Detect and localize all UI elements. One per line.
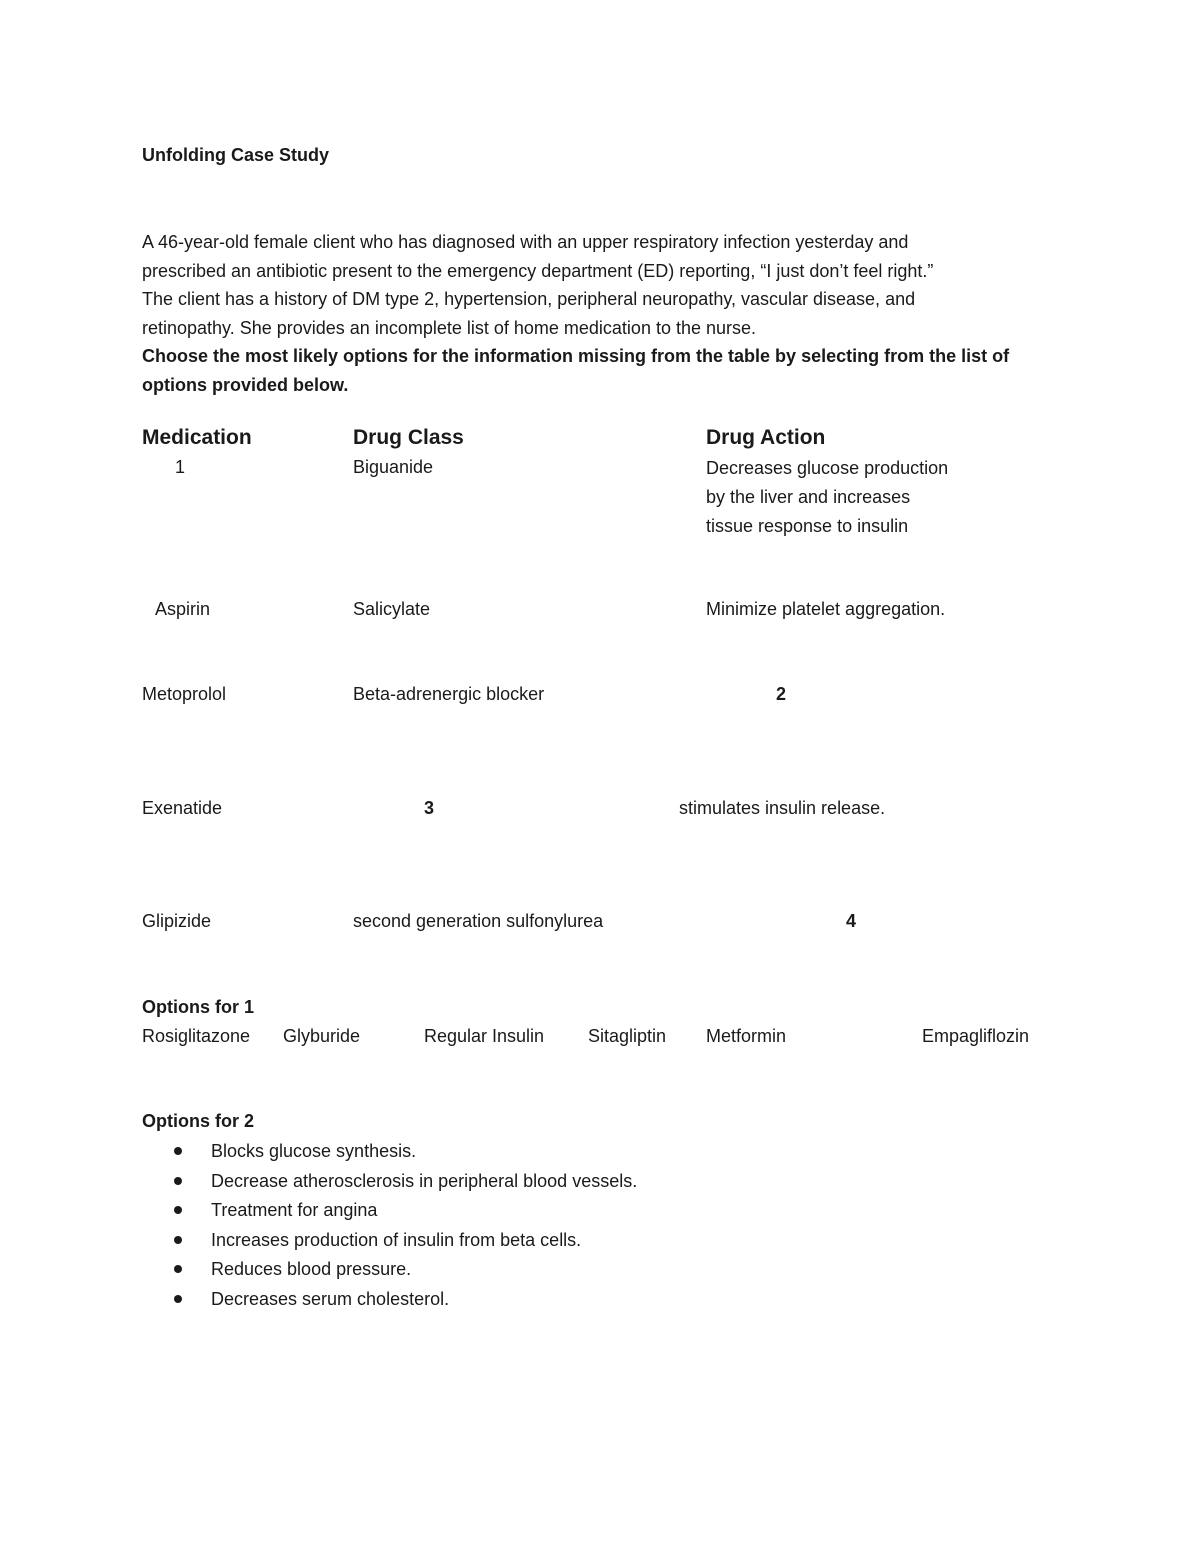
row3-drug-class: Beta-adrenergic blocker [353, 684, 545, 704]
row5-medication: Glipizide [142, 911, 212, 931]
drug-action-line: by the liver and increases [706, 487, 911, 507]
row5-drug-class: second generation sulfonylurea [353, 911, 604, 931]
drug-action-line: Decreases glucose production [706, 458, 949, 478]
row1-medication-blank: 1 [175, 457, 186, 477]
option-text: Reduces blood pressure. [211, 1259, 412, 1280]
intro-line: The client has a history of DM type 2, hypertension, peripheral neuropathy, vascular disease, and [142, 289, 916, 309]
header-drug-action: Drug Action [706, 426, 826, 449]
instruction-line: options provided below. [142, 374, 349, 395]
row3-drug-action-blank: 2 [776, 684, 787, 704]
list-item [142, 1140, 637, 1170]
option-text: Treatment for angina [211, 1200, 378, 1221]
option-text: Blocks glucose synthesis. [211, 1141, 417, 1161]
document-title: Unfolding Case Study [142, 145, 330, 165]
row4-medication: Exenatide [142, 798, 223, 818]
option-item: Metformin [706, 1026, 787, 1046]
bullet-icon [174, 1295, 182, 1303]
case-intro [142, 228, 1082, 399]
intro-line: prescribed an antibiotic present to the emergency department (ED) reporting, “I just don’t feel right.” [142, 260, 934, 281]
row4-drug-action: stimulates insulin release. [679, 798, 886, 818]
row2-drug-class: Salicylate [353, 599, 431, 619]
option-item: Regular Insulin [424, 1026, 545, 1046]
options-2-list [142, 1140, 637, 1318]
list-item [142, 1199, 637, 1229]
option-text: Increases production of insulin from beta cells. [211, 1229, 582, 1250]
list-item [142, 1258, 637, 1288]
list-item [142, 1288, 637, 1318]
row5-drug-action-blank: 4 [846, 911, 857, 931]
option-item: Glyburide [283, 1026, 361, 1046]
option-item: Rosiglitazone [142, 1026, 251, 1046]
option-item: Sitagliptin [588, 1026, 667, 1046]
row2-drug-action: Minimize platelet aggregation. [706, 599, 946, 619]
list-item [142, 1229, 637, 1259]
bullet-icon [174, 1265, 182, 1273]
bullet-icon [174, 1177, 182, 1185]
row4-drug-class-blank: 3 [424, 798, 435, 818]
row2-medication: Aspirin [155, 599, 211, 619]
bullet-icon [174, 1236, 182, 1244]
row1-drug-class: Biguanide [353, 457, 434, 477]
intro-line: retinopathy. She provides an incomplete list of home medication to the nurse. [142, 317, 757, 338]
row1-drug-action [706, 454, 948, 541]
option-item: Empagliflozin [922, 1026, 1030, 1046]
intro-line: A 46-year-old female client who has diagnosed with an upper respiratory infection yesterday and [142, 232, 909, 252]
header-drug-class: Drug Class [353, 426, 464, 449]
option-text: Decrease atherosclerosis in peripheral blood vessels. [211, 1170, 638, 1191]
header-medication: Medication [142, 426, 252, 449]
list-item [142, 1170, 637, 1200]
option-text: Decreases serum cholesterol. [211, 1288, 450, 1309]
instruction-line: Choose the most likely options for the information missing from the table by selecting from the list of [142, 346, 1010, 366]
bullet-icon [174, 1206, 182, 1214]
row3-medication: Metoprolol [142, 684, 227, 704]
bullet-icon [174, 1147, 182, 1155]
drug-action-line: tissue response to insulin [706, 516, 909, 536]
options-2-title: Options for 2 [142, 1111, 254, 1131]
options-1-title: Options for 1 [142, 997, 254, 1017]
